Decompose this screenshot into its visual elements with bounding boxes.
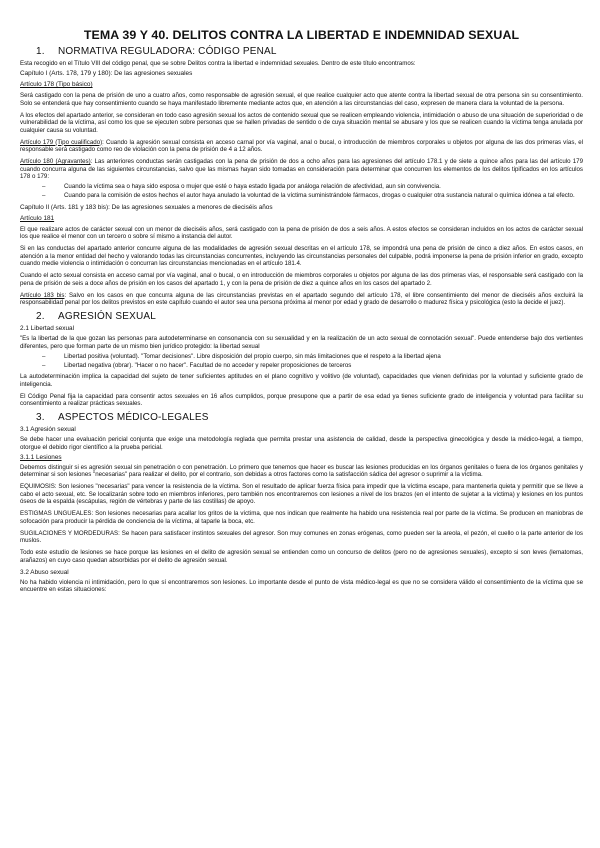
- article-181-paragraph-2: Si en las conductas del apartado anterior concurre alguna de las modalidades de agresión sexual descritas en el artículo 178, se impondrá una pena de prisión de cinco a diez años. En estos casos, en atención a la menor entidad del hecho y valorando todas las circunstancias concurrentes, incluyendo las circunstancias personales del culpable, podrá imponerse la pena de prisión inferior en grado, excepto cuando medie violencia o intimidación o concurran las circunstancias mencionadas en el artículo 181.4.: [20, 245, 583, 267]
- list-item: – Cuando la víctima sea o haya sido esposa o mujer que esté o haya estado ligada por análoga relación de afectividad, aun sin convivencia.: [42, 183, 441, 190]
- equimosis-heading: EQUIMOSIS:: [20, 483, 57, 490]
- estigmas-heading: ESTIGMAS UNGUEALES:: [20, 510, 94, 517]
- autodeterminacion-paragraph: La autodeterminación implica la capacidad del sujeto de tener suficientes aptitudes en el plano cognitivo y volitivo (de voluntad), capacidades que vienen definidas por la voluntad y suficiente grado de inteligencia.: [20, 373, 583, 388]
- list-item: – Libertad negativa (obrar). "Hacer o no hacer". Facultad de no acceder y repeler proposiciones de terceros: [42, 361, 352, 369]
- article-181-paragraph-3: Cuando el acto sexual consista en acceso carnal por vía vaginal, anal o bucal, o en introducción de miembros corporales u objetos por alguna de las dos primeras vías, el responsable será castigado con la pena de prisión de seis a doce años de prisión en los casos del apartado 1, y con la pena de prisión de diez a quince años en los casos del apartado 2.: [20, 272, 583, 287]
- article-178-paragraph-2: A los efectos del apartado anterior, se consideran en todo caso agresión sexual los actos de contenido sexual que se realicen empleando violencia, intimidación o abuso de una situación de superioridad o de vulnerabilidad de la víctima, así como los que se ejecuten sobre personas que se hallen privadas de sentido o de cuya situación mental se abusare y los que se realicen cuando la víctima tenga anulada por cualquier causa su voluntad.: [20, 111, 583, 134]
- equimosis-text: Son lesiones "necesarias" para vencer la resistencia de la víctima. Son el resultado de aplicar fuerza física para impedir que la víctima escape, para mantenerla quieta y permitir que se lleve a cabo el acto sexual, etc. Se localizarán sobre todo en miembros inferiores, pero también nos encontraremos con lesiones a nivel de los brazos (en el intento de sujetar a la víctima) y lesiones en los puntos óseos de la espalda (escápulas, región de vértebras y parte de las costillas) de apoyo.: [20, 483, 583, 505]
- section-title: ASPECTOS MÉDICO-LEGALES: [58, 412, 209, 423]
- section-number: 1.: [36, 46, 45, 57]
- equimosis-paragraph: [20, 483, 583, 506]
- estigmas-paragraph: [20, 510, 583, 525]
- estigmas-text: Son lesiones necesarias para acallar los gritos de la víctima, que nos indican que realmente ha habido una resistencia real por parte de la víctima. Se producen en maniobras de sofocación para producir la pérdida de conciencia de la víctima, al taparle la boca, etc.: [20, 510, 583, 525]
- section-title: NORMATIVA REGULADORA: CÓDIGO PENAL: [58, 46, 277, 57]
- intro-paragraph: Esta recogido en el Título VIII del código penal, que se sobre Delitos contra la libertad e indemnidad sexuales. Dentro de este título encontramos:: [20, 60, 416, 67]
- subsection-3-2-heading: 3.2 Abuso sexual: [20, 568, 69, 576]
- article-178-heading: Artículo 178 (Tipo básico): [20, 81, 93, 88]
- sugilaciones-heading: SUGILACIONES Y MORDEDURAS:: [20, 529, 120, 537]
- article-179-text: : Cuando la agresión sexual consista en acceso carnal por vía vaginal, anal o bucal, o introducción de miembros corporales u objetos por alguna de las dos primeras vías, el responsable será castigado como reo de violación con la pena de prisión de 4 a 12 años.: [20, 138, 583, 153]
- chapter-1-heading: Capítulo I (Arts. 178, 179 y 180): De las agresiones sexuales: [20, 70, 193, 77]
- section-2-heading: [36, 311, 583, 322]
- article-180-text: : Las anteriores conductas serán castigadas con la pena de prisión de dos a ocho años para las agresiones del artículo 178.1 y de siete a quince años para las del artículo 179 cuando concurra alguna de las siguientes circunstancias, salvo que las mismas hayan sido tomadas en consideración para determinar que concurren los elementos de los delitos tipificados en los artículos 178 o 179:: [20, 158, 583, 180]
- evaluacion-paragraph: Se debe hacer una evaluación pericial conjunta que exige una metodología reglada que permita prestar una asistencia de calidad, desde la perspectiva ginecológica y desde la médico-legal, a tiempo, otorgue el debido rigor científico a la prueba pericial.: [20, 436, 583, 451]
- list-item: – Libertad positiva (voluntad). "Tomar decisiones". Libre disposición del propio cuerpo, sin más limitaciones que el respeto a la libertad ajena: [42, 352, 441, 360]
- sugilaciones-text: Se hacen para satisfacer instintos sexuales del agresor. Son muy comunes en zonas erógenas, como pueden ser la areola, el pezón, el cuello o la parte anterior de los muslos.: [20, 529, 583, 544]
- subsection-3-1-1-heading: 3.1.1 Lesiones: [20, 453, 62, 461]
- libertad-list: [20, 353, 583, 370]
- section-1-heading: [36, 46, 583, 57]
- lesiones-paragraph: Debemos distinguir si es agresión sexual sin penetración o con penetración. Lo primero que tenemos que hacer es buscar las lesiones producidas en los órganos genitales o fuera de los órganos genitales y determinar si son lesiones "necesarias" para realizar el delito, por el contrario, son debidas a otros factores como la satisfacción sádica del agresor o suprimir a la víctima.: [20, 463, 583, 478]
- article-181-paragraph-1: El que realizare actos de carácter sexual con un menor de dieciséis años, será castigado con la pena de prisión de dos a seis años. A estos efectos se consideran incluidos en los actos de carácter sexual los que realice el menor con un tercero o sobre sí mismo a instancia del autor.: [20, 225, 583, 240]
- article-183-bis-heading: Artículo 183 bis: [20, 291, 65, 299]
- list-item: – Cuando para la comisión de estos hechos el autor haya anulado la voluntad de la víctima suministrándole fármacos, drogas o cualquier otra sustancia natural o química idónea a tal efecto.: [42, 192, 575, 199]
- section-3-heading: [36, 412, 583, 423]
- subsection-3-1-heading: 3.1 Agresión sexual: [20, 426, 76, 433]
- section-title: AGRESIÓN SEXUAL: [58, 311, 157, 322]
- concurso-paragraph: Todo este estudio de lesiones se hace porque las lesiones en el delito de agresión sexual se entienden como un concurso de delitos (pero no de agresiones sexuales), excepto si son leves (lematomas, arañazos) en cuyo caso quedan absorbidas por el delito de agresión sexual.: [20, 549, 583, 564]
- article-183-bis-paragraph: [20, 292, 583, 307]
- section-number: 3.: [36, 412, 45, 423]
- list-item-text: Cuando para la comisión de estos hechos el autor haya anulado la voluntad de la víctima suministrándole fármacos, drogas o cualquier otra sustancia natural o química idónea a tal efecto.: [64, 192, 575, 199]
- list-item-text: Libertad negativa (obrar). "Hacer o no hacer". Facultad de no acceder y repeler proposiciones de terceros: [64, 361, 352, 369]
- article-179-paragraph: [20, 139, 583, 154]
- article-180-paragraph: [20, 158, 583, 181]
- chapter-2-heading: Capítulo II (Arts. 181 y 183 bis): De las agresiones sexuales a menores de dieciséis años: [20, 203, 273, 211]
- subsection-2-1-heading: 2.1 Libertad sexual: [20, 325, 75, 332]
- list-item-text: Libertad positiva (voluntad). "Tomar decisiones". Libre disposición del propio cuerpo, sin más limitaciones que el respeto a la libertad ajena: [64, 352, 441, 360]
- article-178-paragraph-1: Será castigado con la pena de prisión de uno a cuatro años, como responsable de agresión sexual, el que realice cualquier acto que atente contra la libertad sexual de otra persona sin su consentimiento. Solo se entenderá que hay consentimiento cuando se haya manifestado libremente mediante actos que, en atención a las circunstancias del caso, expresen de manera clara la voluntad de la persona.: [20, 92, 583, 107]
- article-180-heading: Artículo 180 (Agravantes): [20, 158, 91, 165]
- sugilaciones-paragraph: [20, 530, 583, 545]
- list-item-text: Cuando la víctima sea o haya sido esposa o mujer que esté o haya estado ligada por análoga relación de afectividad, aun sin convivencia.: [64, 183, 441, 190]
- article-179-heading: Artículo 179 (Tipo cualificado): [20, 138, 103, 146]
- document-title: TEMA 39 Y 40. DELITOS CONTRA LA LIBERTAD E INDEMNIDAD SEXUAL: [83, 28, 520, 42]
- section-number: 2.: [36, 311, 45, 322]
- article-183-bis-text: : Salvo en los casos en que concurra alguna de las circunstancias previstas en el apartado segundo del artículo 178, el libre consentimiento del menor de dieciséis años excluirá la responsabilidad penal por los delitos previstos en este capítulo cuando el autor sea una persona próxima al menor por edad y grado de desarrollo o madurez física y psicológica (esto la decide el juez).: [20, 291, 583, 306]
- abuso-paragraph: No ha habido violencia ni intimidación, pero lo que sí encontraremos son lesiones. Lo importante desde el punto de vista médico-legal es que no se considera válido el consentimiento de la víctima que se encuentre en estas situaciones:: [20, 578, 583, 593]
- article-181-heading: Artículo 181: [20, 214, 55, 222]
- libertad-sexual-paragraph: "Es la libertad de la que gozan las personas para autodeterminarse en consonancia con su sexualidad y en la realización de un acto sexual de connotación sexual". Puede entenderse bajo dos vertientes diferentes, pero que forman parte de un mismo bien jurídico protegido: la libertad sexual: [20, 335, 583, 350]
- article-180-list: [20, 183, 583, 200]
- codigo-penal-paragraph: El Código Penal fija la capacidad para consentir actos sexuales en 16 años cumplidos, porque presupone que a partir de esa edad ya tienes suficiente grado de inteligencia y voluntad para facilitar su consentimiento a realizar prácticas sexuales.: [20, 392, 583, 407]
